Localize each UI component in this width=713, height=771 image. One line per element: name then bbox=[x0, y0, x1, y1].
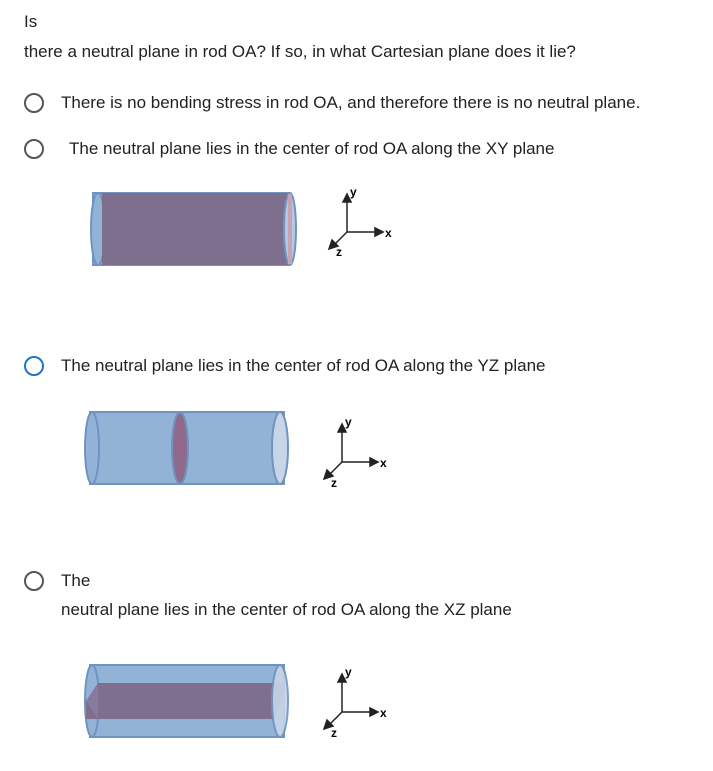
rod-figure-xy-plane bbox=[85, 182, 415, 279]
rod-diagram bbox=[80, 402, 410, 494]
rod-figure-yz-plane bbox=[80, 402, 410, 499]
neutral-plane bbox=[86, 683, 286, 719]
option-label: There is no bending stress in rod OA, and therefore there is no neutral plane. bbox=[61, 93, 641, 112]
radio-button[interactable] bbox=[24, 571, 44, 591]
axis-triad bbox=[324, 674, 378, 729]
neutral-plane bbox=[172, 412, 188, 484]
axis-label-x: x bbox=[380, 456, 387, 470]
rod-diagram bbox=[85, 182, 415, 274]
axis-label-z: z bbox=[336, 245, 342, 259]
axis-label-y: y bbox=[345, 665, 352, 679]
option-label: The neutral plane lies in the center of rod OA along the XY plane bbox=[69, 139, 555, 158]
option-label-line-2: neutral plane lies in the center of rod OA along the XZ plane bbox=[61, 600, 512, 619]
axis-label-z: z bbox=[331, 726, 337, 740]
rod-figure-xz-plane bbox=[80, 656, 410, 753]
neutral-plane bbox=[102, 193, 290, 265]
radio-button[interactable] bbox=[24, 93, 44, 113]
axis-label-y: y bbox=[350, 185, 357, 199]
rod-diagram bbox=[80, 656, 410, 748]
axis-triad bbox=[324, 424, 378, 479]
question-text-line-2: there a neutral plane in rod OA? If so, in what Cartesian plane does it lie? bbox=[24, 42, 576, 61]
axis-triad bbox=[329, 194, 383, 249]
option-label: The neutral plane lies in the center of rod OA along the YZ plane bbox=[61, 356, 546, 375]
question-text-line-1: Is bbox=[24, 12, 38, 31]
option-label-line-1: The bbox=[61, 571, 91, 590]
axis-label-x: x bbox=[385, 226, 392, 240]
radio-button[interactable] bbox=[24, 356, 44, 376]
axis-label-z: z bbox=[331, 476, 337, 490]
axis-label-x: x bbox=[380, 706, 387, 720]
axis-label-y: y bbox=[345, 415, 352, 429]
radio-button[interactable] bbox=[24, 139, 44, 159]
